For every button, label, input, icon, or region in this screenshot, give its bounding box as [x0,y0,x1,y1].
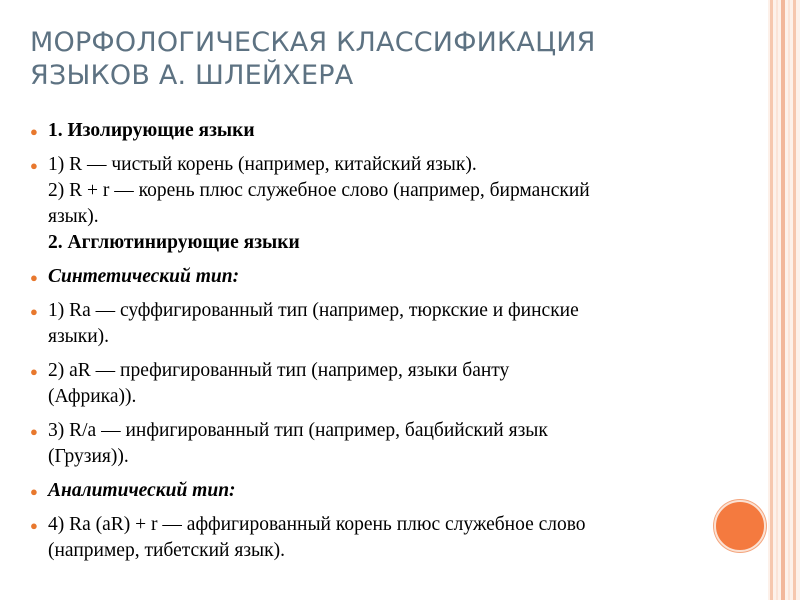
text-line: 2) R + r — корень плюс служебное слово (например, бирманский [48,180,590,201]
list-item [30,478,730,504]
bullet-icon: ● [30,124,38,139]
list-item [30,264,730,290]
heading-analytic: Аналитический тип: [48,480,236,501]
text-line: (например, тибетский язык). [48,540,285,561]
heading-isolating: 1. Изолирующие языки [48,120,255,141]
list-item [30,298,730,350]
text-line: (Грузия)). [48,446,129,467]
bullet-icon: ● [30,484,38,499]
text-line: языки). [48,326,110,347]
title-line-1: МОРФОЛОГИЧЕСКАЯ КЛАССИФИКАЦИЯ [30,27,596,58]
bullet-icon: ● [30,518,38,533]
list-item [30,152,730,256]
bullet-icon: ● [30,304,38,319]
decorative-circle-icon [714,500,766,552]
text-line: язык). [48,206,99,227]
text-line: 2) aR — префигированный тип (например, языки банту [48,360,510,381]
text-line: 1) Ra — суффигированный тип (например, тюркские и финские [48,300,579,321]
text-line: 1) R — чистый корень (например, китайский язык). [48,154,477,175]
text-line: (Африка)). [48,386,137,407]
bullet-list [30,118,730,572]
list-item [30,118,730,144]
heading-agglutinating: 2. Агглютинирующие языки [48,232,300,253]
list-item [30,418,730,470]
list-item [30,358,730,410]
bullet-icon: ● [30,270,38,285]
bullet-icon: ● [30,158,38,173]
bullet-icon: ● [30,364,38,379]
bullet-icon: ● [30,424,38,439]
slide-title [30,26,730,92]
decorative-stripes [768,0,800,600]
heading-synthetic: Синтетический тип: [48,266,240,287]
text-line: 4) Ra (aR) + r — аффигированный корень плюс служебное слово [48,514,586,535]
list-item [30,512,730,564]
text-line: 3) R/a — инфигированный тип (например, бацбийский язык [48,420,548,441]
title-line-2: ЯЗЫКОВ А. ШЛЕЙХЕРА [30,60,354,91]
